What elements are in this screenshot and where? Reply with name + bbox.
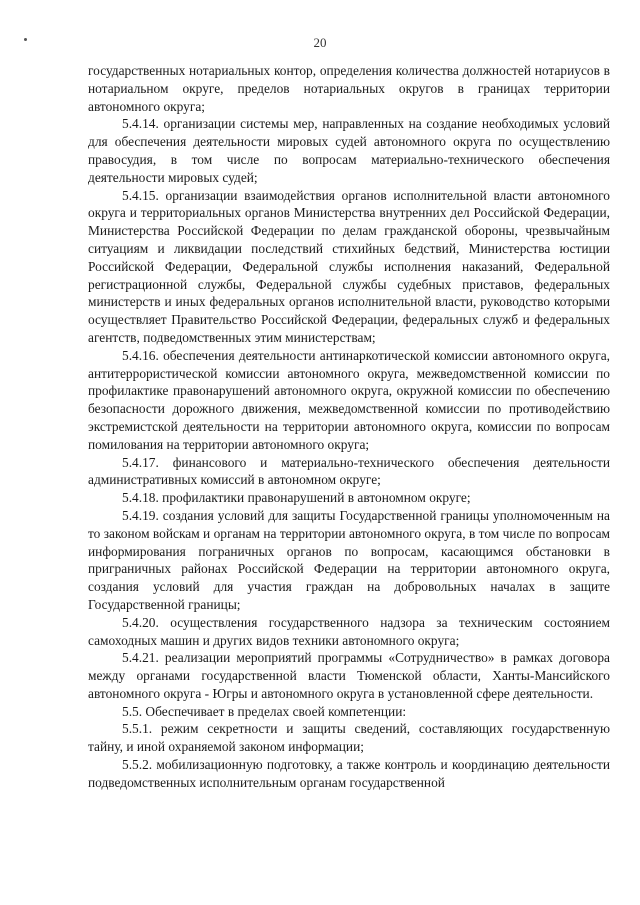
paragraph-5-4-20: 5.4.20. осуществления государственного надзора за техническим состоянием самоходных машин и других видов техники автономного округа; — [88, 614, 610, 648]
paragraph-5-5-1: 5.5.1. режим секретности и защиты сведений, составляющих государственную тайну, и иной охраняемой законом информации; — [88, 721, 610, 755]
paragraph-5-4-19: 5.4.19. создания условий для защиты Государственной границы уполномоченным на то законом войскам и органам на территории автономного округа, в том числе по вопросам информирования пограничных органов по вопросам, касающимся обстановки в приграничных районах Российской Федерации на территории автономного округа, создания условий для участия граждан на добровольных началах в защите Государственной границы; — [88, 507, 610, 612]
paragraph-5-4-16: 5.4.16. обеспечения деятельности антинаркотической комиссии автономного округа, антитеррористической комиссии автономного округа, межведомственной комиссии по профилактике правонарушений автономного округа, окружной комиссии по обеспечению безопасности дорожного движения, межведомственной комиссии по противодействию экстремистской деятельности на территории автономного округа, комиссии по вопросам помилования на территории автономного округа; — [88, 347, 610, 452]
page-number: 20 — [313, 35, 327, 50]
paragraph-5-5: 5.5. Обеспечивает в пределах своей компетенции: — [122, 703, 407, 719]
paragraph-5-5-2: 5.5.2. мобилизационную подготовку, а также контроль и координацию деятельности подведомственных исполнительным органам государственной — [88, 757, 610, 790]
paragraph-5-4-17: 5.4.17. финансового и материально-технического обеспечения деятельности административных комиссий в автономном округе; — [88, 454, 610, 488]
paragraph-5-4-21: 5.4.21. реализации мероприятий программы «Сотрудничество» в рамках договора между органами государственной власти Тюменской области, Ханты-Мансийского автономного округа - Югры и автономного округа в установленной сфере деятельности. — [88, 650, 610, 701]
paragraph-5-4-15: 5.4.15. организации взаимодействия органов исполнительной власти автономного округа и территориальных органов Министерства внутренних дел Российской Федерации, Министерства Российской Федерации по делам гражданской обороны, чрезвычайным ситуациям и ликвидации последствий стихийных бедствий, Министерства юстиции Российской Федерации, Федеральной службы исполнения наказаний, Федеральной регистрационной службы, Федеральной службы судебных приставов, федеральных министерств и иных федеральных органов исполнительной власти, руководство которыми осуществляет Правительство Российской Федерации, федеральных служб и федеральных агентств, подведомственных этим министерствам; — [88, 187, 610, 345]
document-body — [88, 62, 610, 792]
paragraph-5-4-18: 5.4.18. профилактики правонарушений в автономном округе; — [122, 490, 471, 506]
paragraph-continuation: государственных нотариальных контор, определения количества должностей нотариусов в нотариальном округе, пределов нотариальных округов в границах территории автономного округа; — [88, 63, 610, 114]
paragraph-5-4-14: 5.4.14. организации системы мер, направленных на создание необходимых условий для обеспечения деятельности мировых судей автономного округа по осуществлению правосудия, в том числе по вопросам материально-технического обеспечения деятельности мировых судей; — [88, 116, 610, 185]
